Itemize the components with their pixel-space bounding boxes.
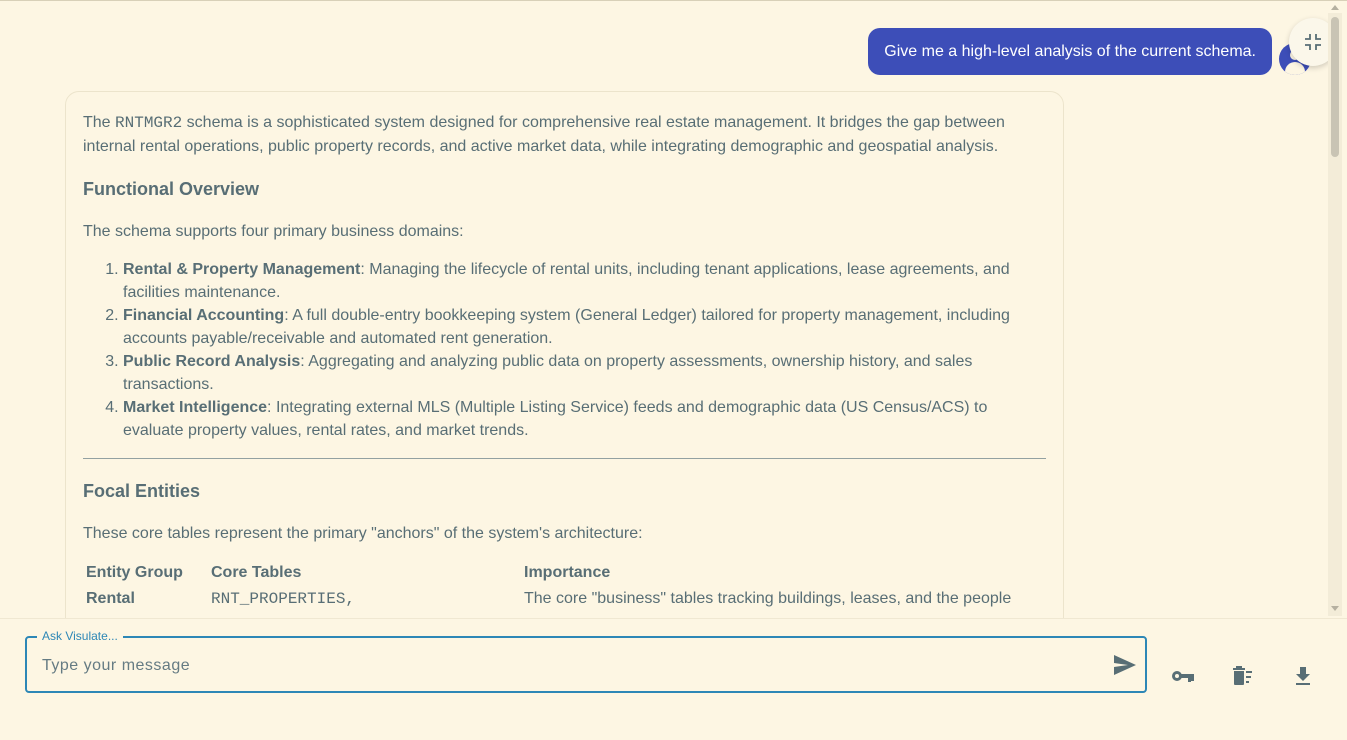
functional-overview-heading: Functional Overview [83, 179, 260, 199]
intro-paragraph [83, 111, 1046, 158]
intro-text-start: The [83, 114, 116, 131]
domain-item [123, 304, 1046, 350]
domain-description: : A full double-entry bookkeeping system (General Ledger) tailored for property management, including accounts payable/receivable and automated rent generation. [123, 307, 1010, 347]
domain-item [123, 258, 1046, 304]
focal-entities-heading: Focal Entities [83, 481, 201, 501]
input-label: Ask Visulate... [37, 628, 123, 644]
download-icon [1294, 666, 1312, 686]
domain-title: Financial Accounting [123, 307, 285, 324]
domain-description: : Integrating external MLS (Multiple Listing Service) feeds and demographic data (US Census/ACS) to evaluate property values, rental rates, and market trends. [123, 399, 988, 439]
key-icon [1171, 669, 1195, 683]
domain-title: Market Intelligence [123, 399, 268, 416]
table-row [84, 586, 1011, 612]
collapse-icon [1304, 33, 1322, 51]
domain-description: : Aggregating and analyzing public data on property assessments, ownership history, and sales transactions. [123, 353, 973, 393]
download-button[interactable] [1289, 662, 1317, 690]
chat-scrollbar[interactable] [1328, 13, 1342, 616]
domain-title: Public Record Analysis [123, 353, 301, 370]
send-icon [1112, 653, 1138, 677]
section-divider [83, 458, 1046, 459]
delete-sweep-icon [1231, 666, 1255, 686]
send-button[interactable] [1112, 653, 1138, 677]
importance-cell: The core "business" tables tracking buildings, leases, and the people [524, 590, 1012, 607]
user-message-bubble: Give me a high-level analysis of the current schema. [868, 28, 1272, 75]
column-header-entity-group: Entity Group [86, 564, 183, 581]
focal-entities-table [84, 560, 1011, 612]
message-input-container[interactable] [25, 629, 1147, 693]
intro-text-end: schema is a sophisticated system designed for comprehensive real estate management. It bridges the gap between internal rental operations, public property records, and active market data, while integrating demographic and geospatial analysis. [83, 114, 1005, 155]
clear-chat-button[interactable] [1229, 662, 1257, 690]
domain-title: Rental & Property Management [123, 261, 361, 278]
focal-intro-text: These core tables represent the primary "anchors" of the system's architecture: [83, 525, 643, 542]
column-header-importance: Importance [524, 564, 611, 581]
business-domains-list [83, 258, 1046, 442]
functional-intro-text: The schema supports four primary business domains: [83, 223, 464, 240]
message-input[interactable] [40, 650, 1084, 682]
table-header-row [84, 560, 1011, 586]
column-header-core-tables: Core Tables [211, 564, 302, 581]
domain-description: : Managing the lifecycle of rental units, including tenant applications, lease agreements, and facilities maintenance. [123, 261, 1010, 301]
schema-name-code: RNTMGR2 [115, 114, 183, 132]
entity-group-cell: Rental [86, 590, 135, 607]
scrollbar-thumb[interactable] [1331, 17, 1339, 157]
message-composer [0, 618, 1347, 740]
assistant-response-card [65, 91, 1064, 618]
scroll-up-arrow-icon[interactable] [1331, 5, 1339, 10]
api-key-button[interactable] [1169, 662, 1197, 690]
chat-transcript[interactable] [0, 1, 1328, 618]
domain-item [123, 350, 1046, 396]
domain-item [123, 396, 1046, 442]
scroll-down-arrow-icon[interactable] [1331, 606, 1339, 611]
core-tables-cell: RNT_PROPERTIES, [211, 590, 356, 608]
